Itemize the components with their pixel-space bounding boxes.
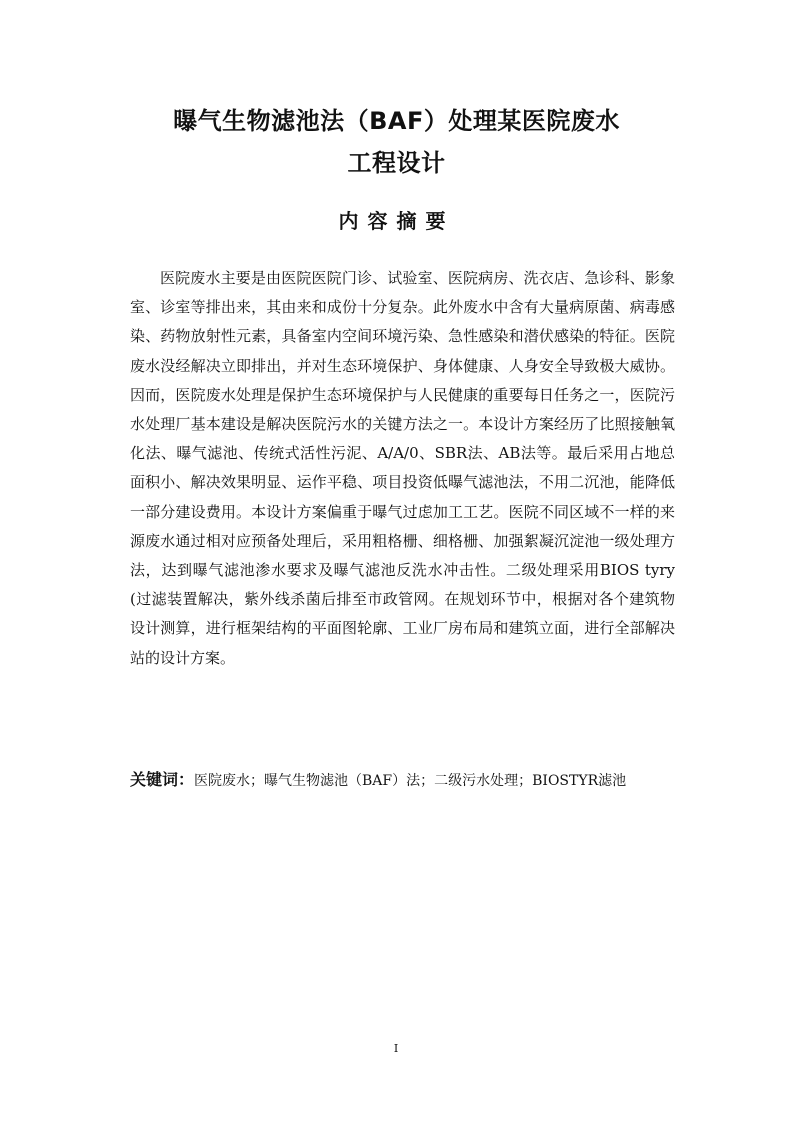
- document-title: [130, 100, 663, 184]
- keywords-line: [130, 767, 675, 794]
- keywords-text: 医院废水；曝气生物滤池（BAF）法；二级污水处理；BIOSTYR滤池: [194, 773, 627, 789]
- page-number: I: [393, 1042, 399, 1055]
- title-line-2: 工程设计: [347, 149, 446, 177]
- keywords-label: 关键词：: [130, 770, 195, 789]
- title-line-1: 曝气生物滤池法（BAF）处理某医院废水: [173, 107, 620, 135]
- abstract-paragraph: 医院废水主要是由医院医院门诊、试验室、医院病房、洗衣店、急诊科、影象室、诊室等排出来，其由来和成份十分复杂。此外废水中含有大量病原菌、病毒感染、药物放射性元素，具备室内空间环境污染、急性感染和潜伏感染的特征。医院废水没经解决立即排出，并对生态环境保护、身体健康、人身安全导致极大威协。因而，医院废水处理是保护生态环境保护与人民健康的重要每日任务之一，医院污水处理厂基本建设是解决医院污水的关键方法之一。本设计方案经历了比照接触氧化法、曝气滤池、传统式活性污泥、A/A/0、SBR法、AB法等。最后采用占地总面积小、解决效果明显、运作平稳、项目投资低曝气滤池法，不用二沉池，能降低一部分建设费用。本设计方案偏重于曝气过虑加工工艺。医院不同区域不一样的来源废水通过相对应预备处理后，采用粗格栅、细格栅、加强絮凝沉淀池一级处理方法，达到曝气滤池渗水要求及曝气滤池反洗水冲击性。二级处理采用BIOS tyry (过滤装置解决，紫外线杀菌后排至市政管网。在规划环节中，根据对各个建筑物设计测算，进行框架结构的平面图轮廓、工业厂房布局和建筑立面，进行全部解决站的设计方案。: [130, 269, 675, 667]
- abstract-heading: 内容摘要: [338, 209, 455, 233]
